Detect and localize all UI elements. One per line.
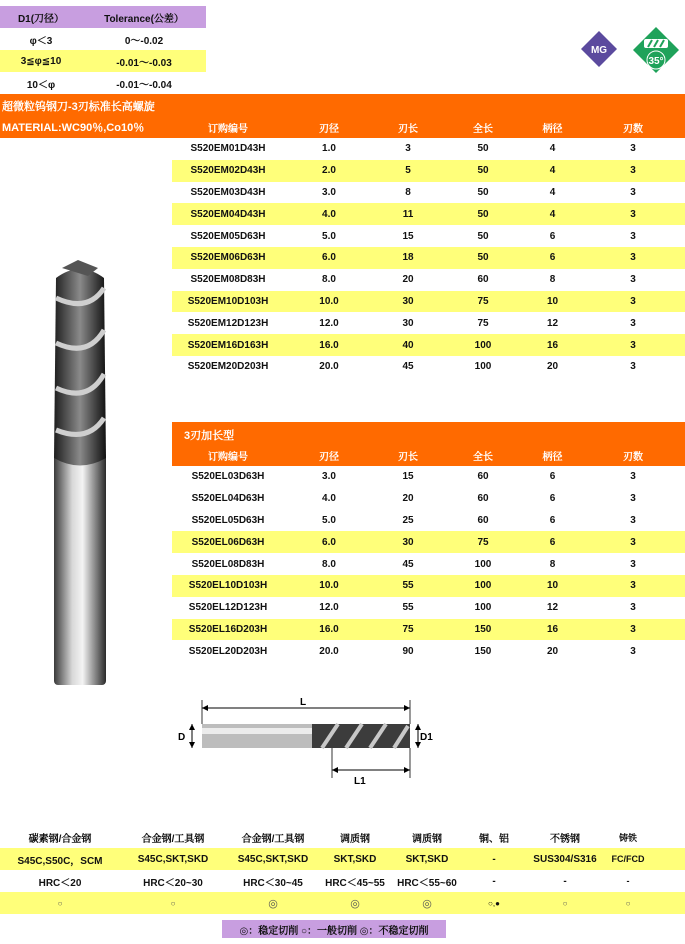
cell-order-no: S520EL04D63H [191, 493, 265, 505]
cell-flute-length: 15 [402, 471, 414, 483]
cell-order-no: S520EM10D103H [187, 295, 269, 307]
cell-flutes: 3 [630, 252, 636, 264]
materials-grade-row [0, 848, 685, 870]
table-row [172, 291, 685, 313]
dim-label-l: L [300, 697, 307, 708]
material-hardness: HRC＜20~30 [143, 877, 203, 889]
cell-diameter: 16.0 [319, 339, 339, 351]
material-header: 调质钢 [340, 833, 370, 845]
cell-shank-dia: 6 [549, 230, 556, 242]
cell-overall-length: 50 [477, 252, 489, 264]
material-hardness: HRC＜45~55 [325, 877, 385, 889]
table-row [172, 160, 685, 182]
table-row [172, 488, 685, 510]
table-row [172, 531, 685, 553]
cutting-legend: ◎：稳定切削 ○：一般切削 ◎：不稳定切削 [222, 920, 446, 938]
cell-order-no: S520EL05D63H [191, 514, 265, 526]
cell-order-no: S520EM01D43H [190, 143, 266, 155]
tolerance-header [0, 6, 206, 28]
col-order-no: 订购编号 [208, 452, 248, 463]
dimension-diagram [176, 692, 436, 792]
table-row [172, 553, 685, 575]
section1-column-headers [172, 120, 685, 135]
material-hardness: - [626, 876, 630, 886]
mg-logo [580, 30, 618, 68]
cell-diameter: 12.0 [319, 317, 339, 329]
material-header: 铸铁 [618, 832, 637, 843]
cell-flute-length: 55 [402, 580, 414, 592]
cell-order-no: S520EM05D63H [190, 230, 266, 242]
table-row [172, 640, 685, 662]
cell-shank-dia: 6 [549, 514, 556, 526]
cell-shank-dia: 16 [546, 623, 559, 635]
cell-flutes: 3 [630, 493, 636, 505]
cell-order-no: S520EL03D63H [191, 471, 265, 483]
dim-label-l1: L1 [354, 776, 366, 787]
material-header: 合金钢/工具钢 [141, 833, 205, 845]
col-shank-dia: 柄径 [542, 452, 563, 463]
cell-shank-dia: 10 [546, 580, 559, 592]
cell-diameter: 8.0 [322, 558, 336, 570]
cell-flutes: 3 [630, 580, 636, 592]
cell-flute-length: 20 [402, 493, 414, 505]
table-row [172, 203, 685, 225]
cell-flute-length: 30 [402, 295, 414, 307]
table-row [172, 247, 685, 269]
table-row [172, 575, 685, 597]
col-diameter: 刃径 [319, 452, 339, 463]
section1-header-bar [0, 94, 685, 138]
table-row [172, 138, 685, 160]
cell-flute-length: 18 [402, 252, 414, 264]
material-header: 合金钢/工具钢 [241, 833, 305, 845]
material-header: 调质钢 [412, 833, 442, 845]
cell-flutes: 3 [630, 143, 636, 155]
cell-diameter: 2.0 [322, 165, 336, 177]
cell-diameter: 20.0 [319, 645, 339, 657]
cell-overall-length: 50 [477, 143, 489, 155]
suitability-symbol: ◎ [268, 897, 278, 910]
cell-diameter: 10.0 [319, 295, 339, 307]
material-grade: S45C,SKT,SKD [137, 853, 209, 865]
cell-overall-length: 100 [474, 558, 492, 570]
section2-column-headers [172, 448, 685, 463]
cell-flutes: 3 [630, 165, 636, 177]
material-grade: - [492, 853, 496, 865]
cell-shank-dia: 16 [546, 339, 559, 351]
cell-shank-dia: 10 [546, 295, 559, 307]
col-overall-length: 全长 [473, 452, 493, 463]
cell-diameter: 16.0 [319, 623, 339, 635]
cell-flute-length: 75 [402, 623, 414, 635]
tolerance-row [0, 50, 206, 72]
cell-flutes: 3 [630, 471, 636, 483]
material-grade: SKT,SKD [405, 853, 449, 865]
material-label: MATERIAL:WC90％,Co10％ [2, 122, 145, 134]
col-overall-length: 全长 [473, 124, 493, 135]
material-hardness: HRC＜30~45 [243, 877, 303, 889]
cell-diameter: 8.0 [322, 274, 336, 286]
cell-overall-length: 60 [477, 493, 489, 505]
col-flutes: 刃数 [623, 124, 643, 135]
cell-diameter: 3.0 [322, 471, 336, 483]
material-header: 不锈钢 [550, 833, 580, 845]
cell-diameter: 1.0 [322, 143, 336, 155]
cell-overall-length: 100 [474, 602, 492, 614]
cell-order-no: S520EM16D163H [187, 339, 269, 351]
cell-overall-length: 50 [477, 230, 489, 242]
cell-flutes: 3 [630, 623, 636, 635]
col-flute-length: 刃长 [398, 124, 418, 135]
tolerance-table [0, 6, 206, 94]
cell-order-no: S520EM12D123H [187, 317, 269, 329]
cell-flutes: 3 [630, 317, 636, 329]
helix-angle-text: 35° [648, 56, 664, 67]
material-hardness: - [563, 875, 567, 887]
cell-flute-length: 3 [405, 143, 411, 155]
cell-flutes: 3 [630, 514, 636, 526]
tolerance-header-d1: D1(刀径） [17, 13, 65, 25]
material-header: 铜、铝 [479, 833, 509, 845]
cell-flute-length: 45 [402, 558, 414, 570]
cell-shank-dia: 8 [549, 274, 556, 286]
suitability-symbol: ○ [562, 898, 568, 908]
cell-overall-length: 150 [474, 645, 492, 657]
cell-flute-length: 5 [405, 165, 411, 177]
suitability-symbol: ◎ [350, 897, 360, 910]
cell-flute-length: 30 [402, 536, 414, 548]
cell-diameter: 6.0 [322, 252, 336, 264]
cell-shank-dia: 6 [549, 536, 556, 548]
cell-shank-dia: 4 [549, 165, 556, 177]
cell-diameter: 3.0 [322, 186, 336, 198]
end-mill-image [48, 258, 112, 688]
cell-shank-dia: 4 [549, 186, 556, 198]
cell-flute-length: 25 [402, 514, 414, 526]
cell-shank-dia: 8 [549, 558, 556, 570]
materials-hardness-row [0, 870, 685, 892]
materials-table [0, 826, 685, 914]
cell-overall-length: 50 [477, 208, 489, 220]
cell-overall-length: 75 [477, 317, 489, 329]
col-diameter: 刃径 [319, 124, 339, 135]
mg-logo-text: MG [590, 45, 608, 56]
suitability-symbol: ○ [57, 898, 63, 908]
helix-angle-logo [632, 26, 680, 74]
cell-shank-dia: 6 [549, 252, 556, 264]
cell-shank-dia: 4 [549, 208, 556, 220]
cell-flutes: 3 [630, 274, 636, 286]
table-row [172, 269, 685, 291]
tolerance-range: φ＜3 [29, 35, 53, 47]
cell-order-no: S520EL16D203H [188, 623, 268, 635]
cell-overall-length: 100 [474, 361, 492, 373]
material-hardness: HRC＜20 [38, 877, 82, 889]
cell-order-no: S520EL06D63H [191, 536, 265, 548]
materials-suitability-row [0, 892, 685, 914]
cell-overall-length: 100 [474, 339, 492, 351]
cell-flutes: 3 [630, 295, 636, 307]
col-flutes: 刃数 [623, 452, 643, 463]
section2-table [172, 466, 685, 662]
cell-flutes: 3 [630, 536, 636, 548]
table-row [172, 312, 685, 334]
cell-order-no: S520EM08D83H [190, 274, 266, 286]
cell-flute-length: 40 [402, 339, 414, 351]
cell-flute-length: 30 [402, 317, 414, 329]
dim-label-d: D [178, 732, 186, 743]
cell-flutes: 3 [630, 186, 636, 198]
cell-diameter: 12.0 [319, 602, 339, 614]
table-row [172, 225, 685, 247]
tolerance-range: 10＜φ [26, 79, 56, 91]
cell-order-no: S520EM20D203H [187, 361, 269, 373]
cell-shank-dia: 20 [546, 645, 559, 657]
cell-overall-length: 150 [474, 623, 492, 635]
table-row [172, 182, 685, 204]
suitability-symbol: ○ [625, 898, 631, 908]
suitability-symbol: ○,● [488, 898, 500, 908]
cell-flute-length: 20 [402, 274, 414, 286]
cell-flute-length: 11 [402, 208, 414, 220]
material-grade: S45C,SKT,SKD [237, 853, 309, 865]
cell-diameter: 5.0 [322, 230, 336, 242]
dim-label-d1: D1 [420, 732, 433, 743]
cell-shank-dia: 4 [549, 143, 556, 155]
section2-header-bar [172, 422, 685, 466]
cell-overall-length: 60 [477, 471, 489, 483]
cell-overall-length: 75 [477, 536, 489, 548]
cell-overall-length: 75 [477, 295, 489, 307]
material-grade: FC/FCD [611, 854, 645, 864]
cell-flutes: 3 [630, 558, 636, 570]
cell-diameter: 10.0 [319, 580, 339, 592]
cell-diameter: 4.0 [322, 493, 336, 505]
suitability-symbol: ◎ [422, 897, 432, 910]
table-row [172, 597, 685, 619]
cell-flutes: 3 [630, 361, 636, 373]
cell-overall-length: 100 [474, 580, 492, 592]
table-row [172, 466, 685, 488]
cell-shank-dia: 12 [546, 602, 559, 614]
col-flute-length: 刃长 [398, 452, 418, 463]
table-row [172, 510, 685, 532]
cell-order-no: S520EM04D43H [190, 208, 266, 220]
tolerance-row [0, 28, 206, 50]
cell-shank-dia: 6 [549, 471, 556, 483]
col-order-no: 订购编号 [208, 124, 248, 135]
material-grade: SUS304/S316 [533, 853, 597, 865]
cell-overall-length: 60 [477, 274, 489, 286]
cell-diameter: 6.0 [322, 536, 336, 548]
tolerance-row [0, 72, 206, 94]
cell-shank-dia: 20 [546, 361, 559, 373]
tolerance-header-tol: Tolerance(公差） [104, 13, 184, 25]
cell-diameter: 5.0 [322, 514, 336, 526]
cell-order-no: S520EM06D63H [190, 252, 266, 264]
cell-diameter: 20.0 [319, 361, 339, 373]
tolerance-range: 3≦φ≦10 [20, 55, 62, 67]
section1-table [172, 138, 685, 378]
cell-order-no: S520EL08D83H [191, 558, 265, 570]
cell-order-no: S520EL20D203H [188, 645, 268, 657]
table-row [172, 356, 685, 378]
material-grade: SKT,SKD [333, 853, 377, 865]
section1-title: 超微粒钨钢刀-3刃标准长高螺旋 [2, 101, 155, 113]
col-shank-dia: 柄径 [542, 124, 563, 135]
cell-overall-length: 60 [477, 514, 489, 526]
table-row [172, 619, 685, 641]
tolerance-value: -0.01～-0.04 [116, 79, 172, 91]
cell-overall-length: 50 [477, 186, 489, 198]
section2-title: 3刃加长型 [184, 430, 235, 442]
cell-shank-dia: 12 [546, 317, 559, 329]
cell-flute-length: 90 [402, 645, 414, 657]
cell-flute-length: 45 [402, 361, 414, 373]
cell-overall-length: 50 [477, 165, 489, 177]
suitability-symbol: ○ [170, 898, 176, 908]
cell-flute-length: 15 [402, 230, 414, 242]
cell-flutes: 3 [630, 339, 636, 351]
cell-flute-length: 8 [405, 186, 411, 198]
cell-order-no: S520EM03D43H [190, 186, 266, 198]
table-row [172, 334, 685, 356]
cell-order-no: S520EM02D43H [190, 165, 266, 177]
cell-flutes: 3 [630, 645, 636, 657]
material-hardness: HRC＜55~60 [397, 877, 457, 889]
material-header: 碳素钢/合金钢 [28, 833, 92, 845]
tolerance-value: -0.01～-0.03 [116, 57, 172, 69]
cell-order-no: S520EL12D123H [188, 602, 268, 614]
material-hardness: - [492, 875, 496, 887]
material-grade: S45C,S50C，SCM [17, 855, 103, 867]
cell-shank-dia: 6 [549, 493, 556, 505]
cell-diameter: 4.0 [322, 208, 336, 220]
materials-header-row [0, 826, 685, 848]
cell-flutes: 3 [630, 208, 636, 220]
cell-flutes: 3 [630, 602, 636, 614]
cell-flutes: 3 [630, 230, 636, 242]
cell-order-no: S520EL10D103H [188, 580, 268, 592]
tolerance-value: 0～-0.02 [124, 35, 164, 47]
cell-flute-length: 55 [402, 602, 414, 614]
